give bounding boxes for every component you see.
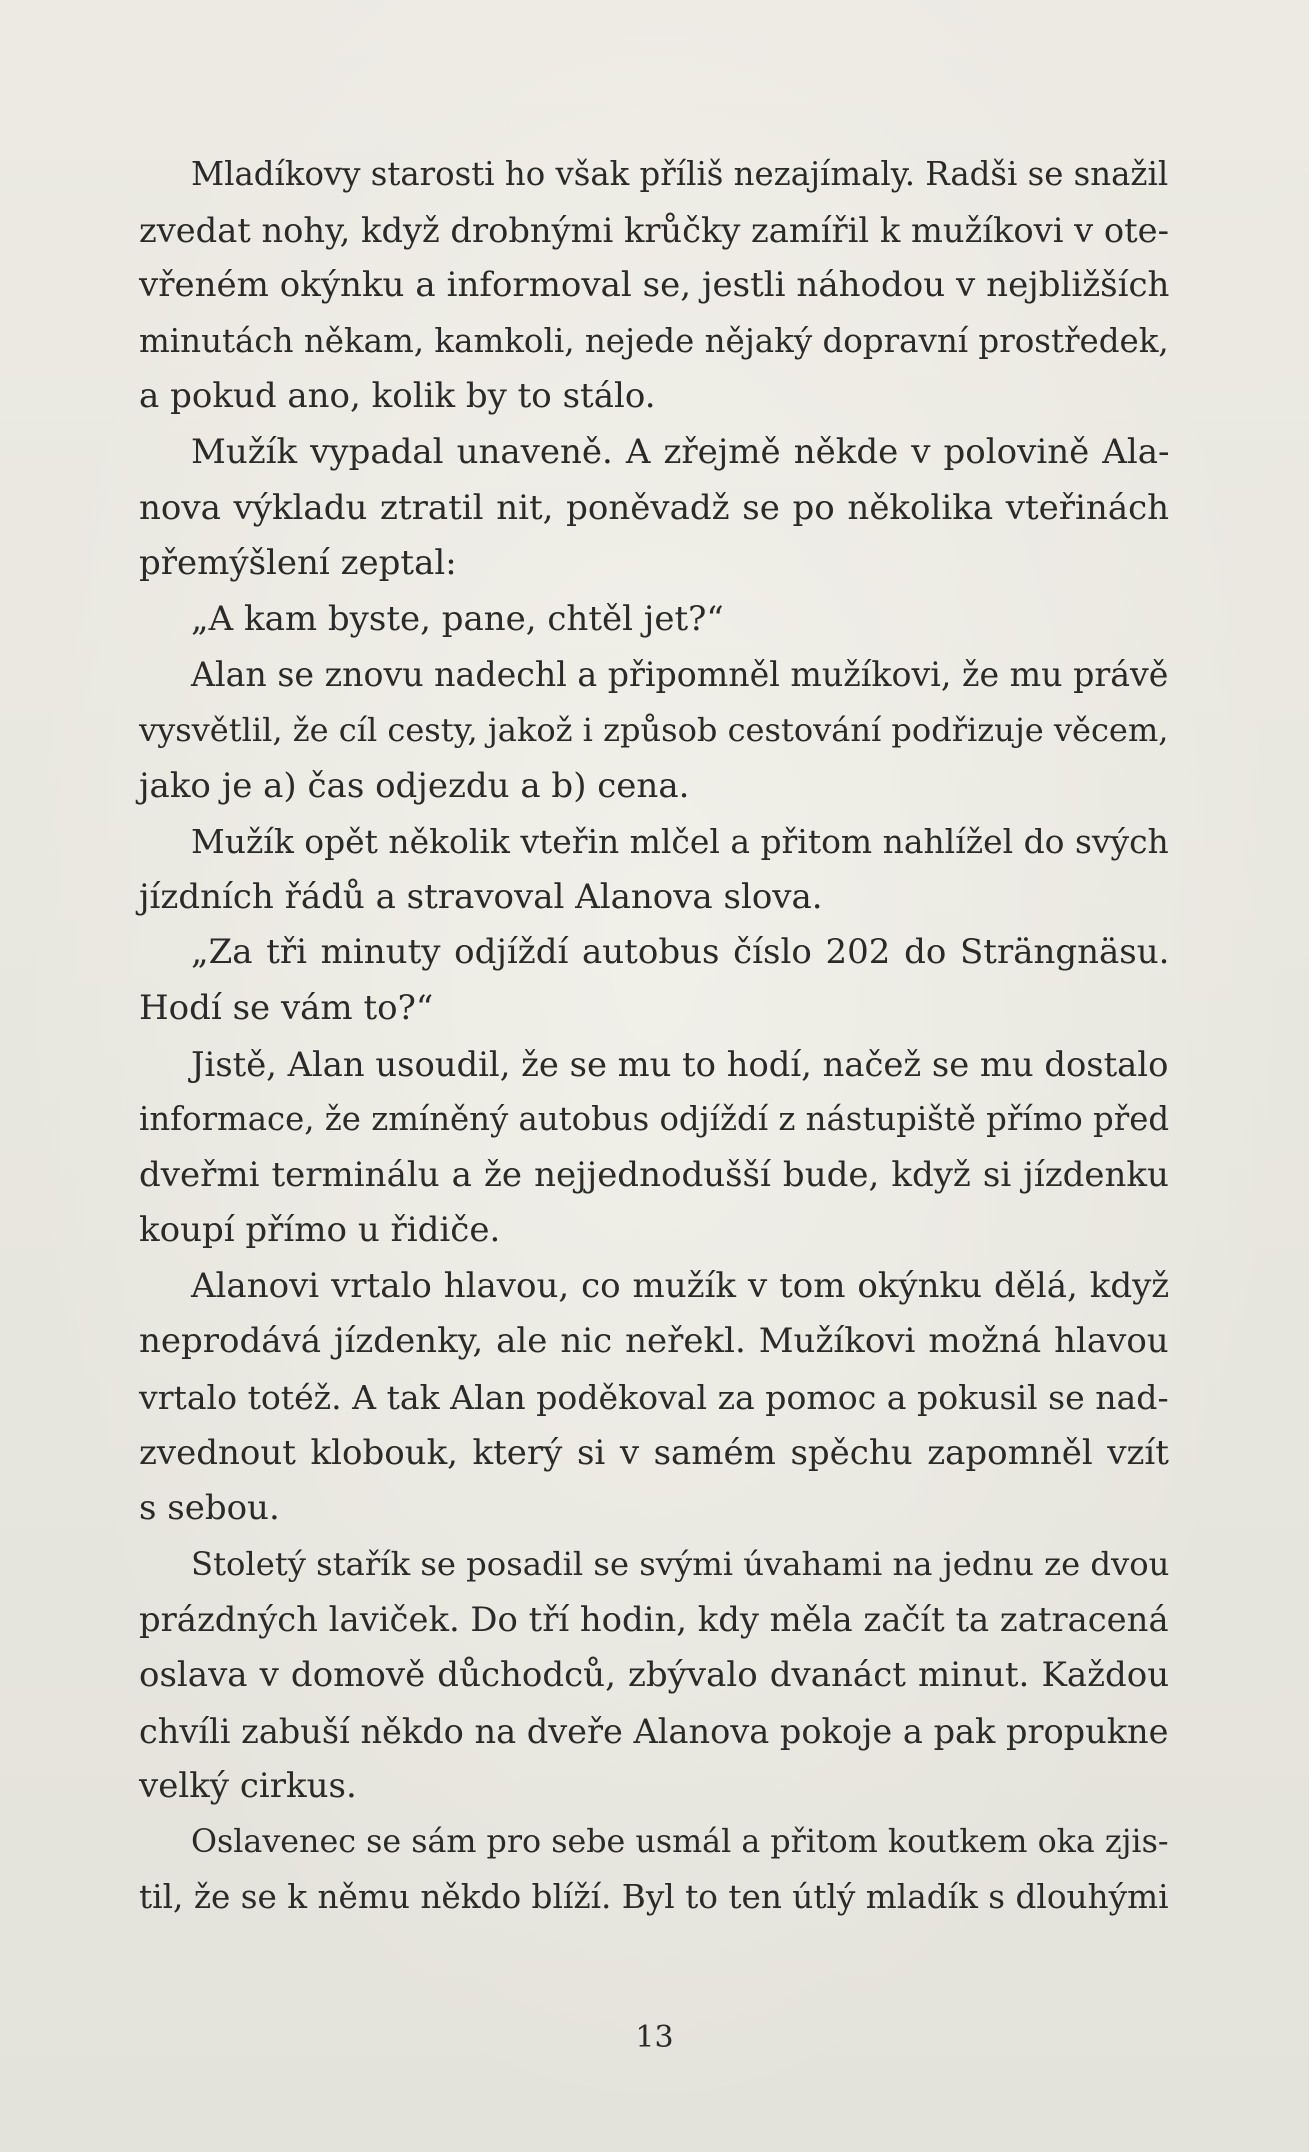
text-line: vysvětlil, že cíl cesty, jakož i způsob cestování podřizuje věcem, [139, 710, 1169, 749]
text-line: s sebou. [139, 1488, 280, 1529]
text-line: „Za tři minuty odjíždí autobus číslo 202 do Strängnäsu. [191, 932, 1170, 973]
text-line: vřeném okýnku a informoval se, jestli náhodou v nejbližších [139, 265, 1170, 306]
text-line: jako je a) čas odjezdu a b) cena. [139, 765, 690, 806]
text-line: til, že se k němu někdo blíží. Byl to ten útlý mladík s dlouhými [139, 1878, 1169, 1917]
text-line: neprodává jízdenky, ale nic neřekl. Mužíkovi možná hlavou [139, 1321, 1169, 1362]
text-line: oslava v domově důchodců, zbývalo dvanáct minut. Každou [139, 1655, 1170, 1696]
text-line: přemýšlení zeptal: [139, 543, 457, 584]
text-line: nova výkladu ztratil nit, poněvadž se po několika vteřinách [139, 487, 1170, 528]
text-line: Jistě, Alan usoudil, že se mu to hodí, načež se mu dostalo [191, 1044, 1169, 1084]
text-line: jízdních řádů a stravoval Alanova slova. [139, 876, 823, 917]
text-line: a pokud ano, kolik by to stálo. [139, 376, 656, 417]
text-line: Mladíkovy starosti ho však příliš nezajímaly. Radši se snažil [191, 155, 1169, 193]
text-line: vrtalo totéž. A tak Alan poděkoval za pomoc a pokusil se nad- [139, 1378, 1169, 1418]
text-line: Oslavenec se sám pro sebe usmál a přitom koutkem oka zjis- [191, 1823, 1169, 1860]
text-line: dveřmi terminálu a že nejjednodušší bude, když si jízdenku [139, 1154, 1169, 1195]
text-line: Hodí se vám to?“ [139, 987, 434, 1028]
text-line: Mužík vypadal unaveně. A zřejmě někde v polovině Ala- [191, 431, 1170, 472]
text-line: informace, že zmíněný autobus odjíždí z nástupiště přímo před [139, 1100, 1170, 1139]
text-line: Alan se znovu nadechl a připomněl mužíkovi, že mu právě [191, 655, 1169, 695]
text-line: Stoletý stařík se posadil se svými úvahami na jednu ze dvou [191, 1544, 1170, 1583]
text-line: chvíli zabuší někdo na dveře Alanova pokoje a pak propukne [139, 1711, 1169, 1751]
text-line: prázdných laviček. Do tří hodin, kdy měla začít ta zatracená [139, 1600, 1169, 1640]
text-line: minutách někam, kamkoli, nejede nějaký dopravní prostředek, [139, 321, 1169, 360]
text-line: Alanovi vrtalo hlavou, co mužík v tom okýnku dělá, když [191, 1265, 1170, 1306]
body-text [139, 147, 1169, 1926]
text-line: zvedat nohy, když drobnými krůčky zamířil k mužíkovi v ote- [139, 210, 1169, 250]
page-number: 13 [635, 2020, 674, 2055]
text-line: Mužík opět několik vteřin mlčel a přitom nahlížel do svých [191, 822, 1169, 862]
text-line: „A kam byste, pane, chtěl jet?“ [191, 598, 724, 639]
text-line: zvednout klobouk, který si v samém spěchu zapomněl vzít [139, 1432, 1169, 1473]
text-line: koupí přímo u řidiče. [139, 1210, 501, 1251]
text-line: velký cirkus. [139, 1766, 357, 1807]
